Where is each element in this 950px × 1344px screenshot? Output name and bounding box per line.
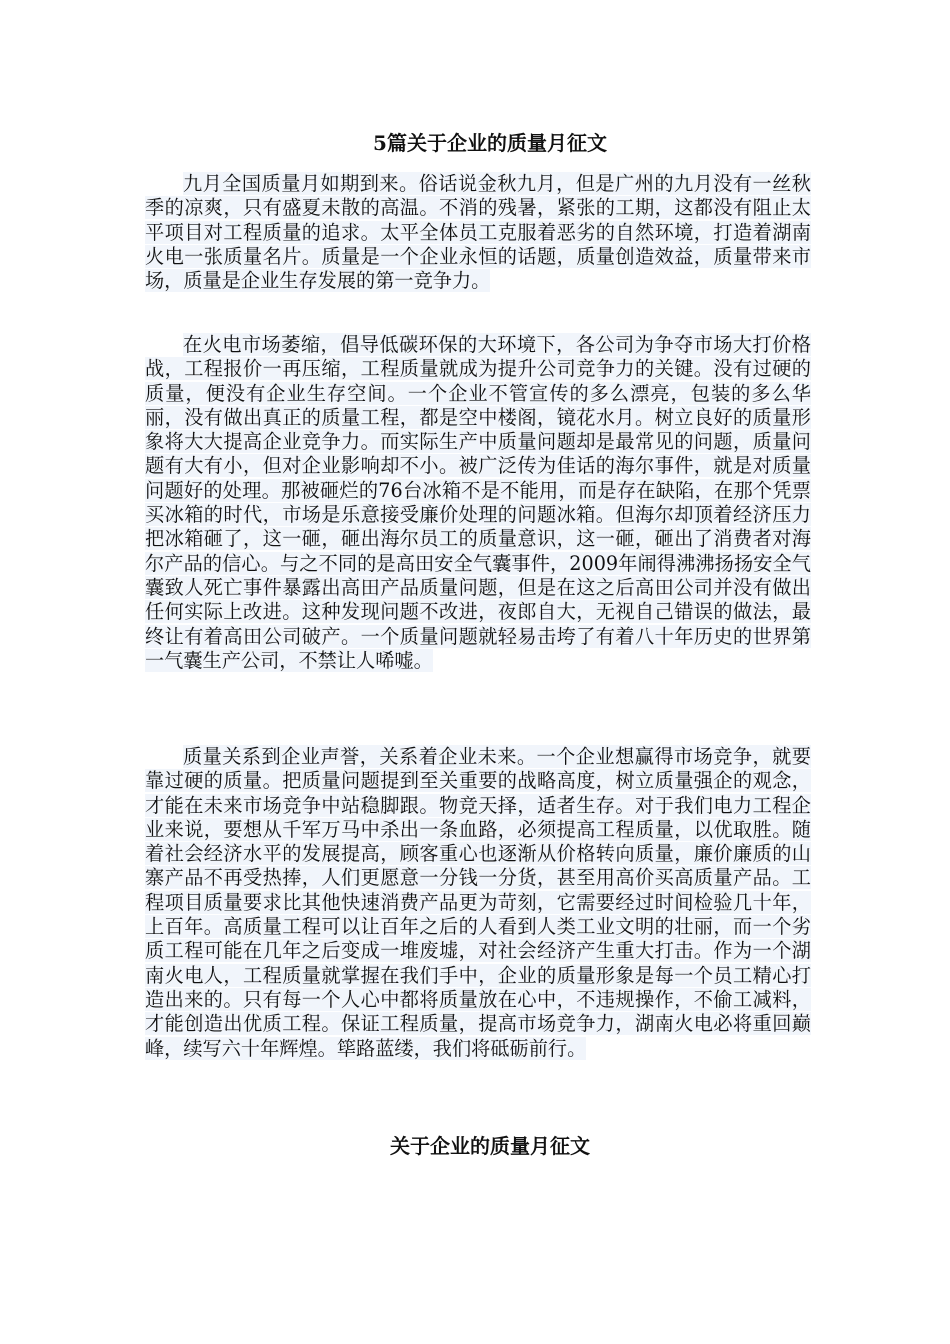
paragraph-3: [145, 745, 811, 1061]
paragraph-2-text: 在火电市场萎缩，倡导低碳环保的大环境下，各公司为争夺市场大打价格战，工程报价一再压缩，工程质量就成为提升公司竞争力的关键。没有过硬的质量，便没有企业生存空间。一个企业不管宣传的多么漂亮，包装的多么华丽，没有做出真正的质量工程，都是空中楼阁，镜花水月。树立良好的质量形象将大大提高企业竞争力。而实际生产中质量问题却是最常见的问题，质量问题有大有小，但对企业影响却不小。被广泛传为佳话的海尔事件，就是对质量问题好的处理。那被砸烂的76台冰箱不是不能用，而是存在缺陷，在那个凭票买冰箱的时代，市场是乐意接受廉价处理的问题冰箱。但海尔却顶着经济压力把冰箱砸了，这一砸，砸出海尔员工的质量意识，这一砸，砸出了消费者对海尔产品的信心。与之不同的是高田安全气囊事件，2009年闹得沸沸扬扬安全气囊致人死亡事件暴露出高田产品质量问题，但是在这之后高田公司并没有做出任何实际上改进。这种发现问题不改进，夜郎自大，无视自己错误的做法，最终让有着高田公司破产。一个质量问题就轻易击垮了有着八十年历史的世界第一气囊生产公司，不禁让人唏嘘。: [145, 333, 811, 672]
paragraph-3-text: 质量关系到企业声誉，关系着企业未来。一个企业想赢得市场竞争，就要靠过硬的质量。把质量问题提到至关重要的战略高度，树立质量强企的观念，才能在未来市场竞争中站稳脚跟。物竞天择，适者生存。对于我们电力工程企业来说，要想从千军万马中杀出一条血路，必须提高工程质量，以优取胜。随着社会经济水平的发展提高，顾客重心也逐渐从价格转向质量，廉价廉质的山寨产品不再受热捧，人们更愿意一分钱一分货，甚至用高价买高质量产品。工程项目质量要求比其他快速消费产品更为苛刻，它需要经过时间检验几十年，上百年。高质量工程可以让百年之后的人看到人类工业文明的壮丽，而一个劣质工程可能在几年之后变成一堆废墟，对社会经济产生重大打击。作为一个湖南火电人，工程质量就掌握在我们手中，企业的质量形象是每一个员工精心打造出来的。只有每一个人心中都将质量放在心中，不违规操作，不偷工减料，才能创造出优质工程。保证工程质量，提高市场竞争力，湖南火电必将重回巅峰，续写六十年辉煌。筚路蓝缕，我们将砥砺前行。: [145, 745, 811, 1060]
paragraph-2: [145, 333, 811, 673]
section-title: 关于企业的质量月征文: [390, 1134, 590, 1158]
document-title: 5篇关于企业的质量月征文: [373, 131, 607, 155]
paragraph-1-text: 九月全国质量月如期到来。俗话说金秋九月，但是广州的九月没有一丝秋季的凉爽，只有盛夏未散的高温。不消的残暑，紧张的工期，这都没有阻止太平项目对工程质量的追求。太平全体员工克服着恶劣的自然环境，打造着湖南火电一张质量名片。质量是一个企业永恒的话题，质量创造效益，质量带来市场，质量是企业生存发展的第一竞争力。: [145, 172, 811, 293]
paragraph-1: [145, 172, 811, 293]
